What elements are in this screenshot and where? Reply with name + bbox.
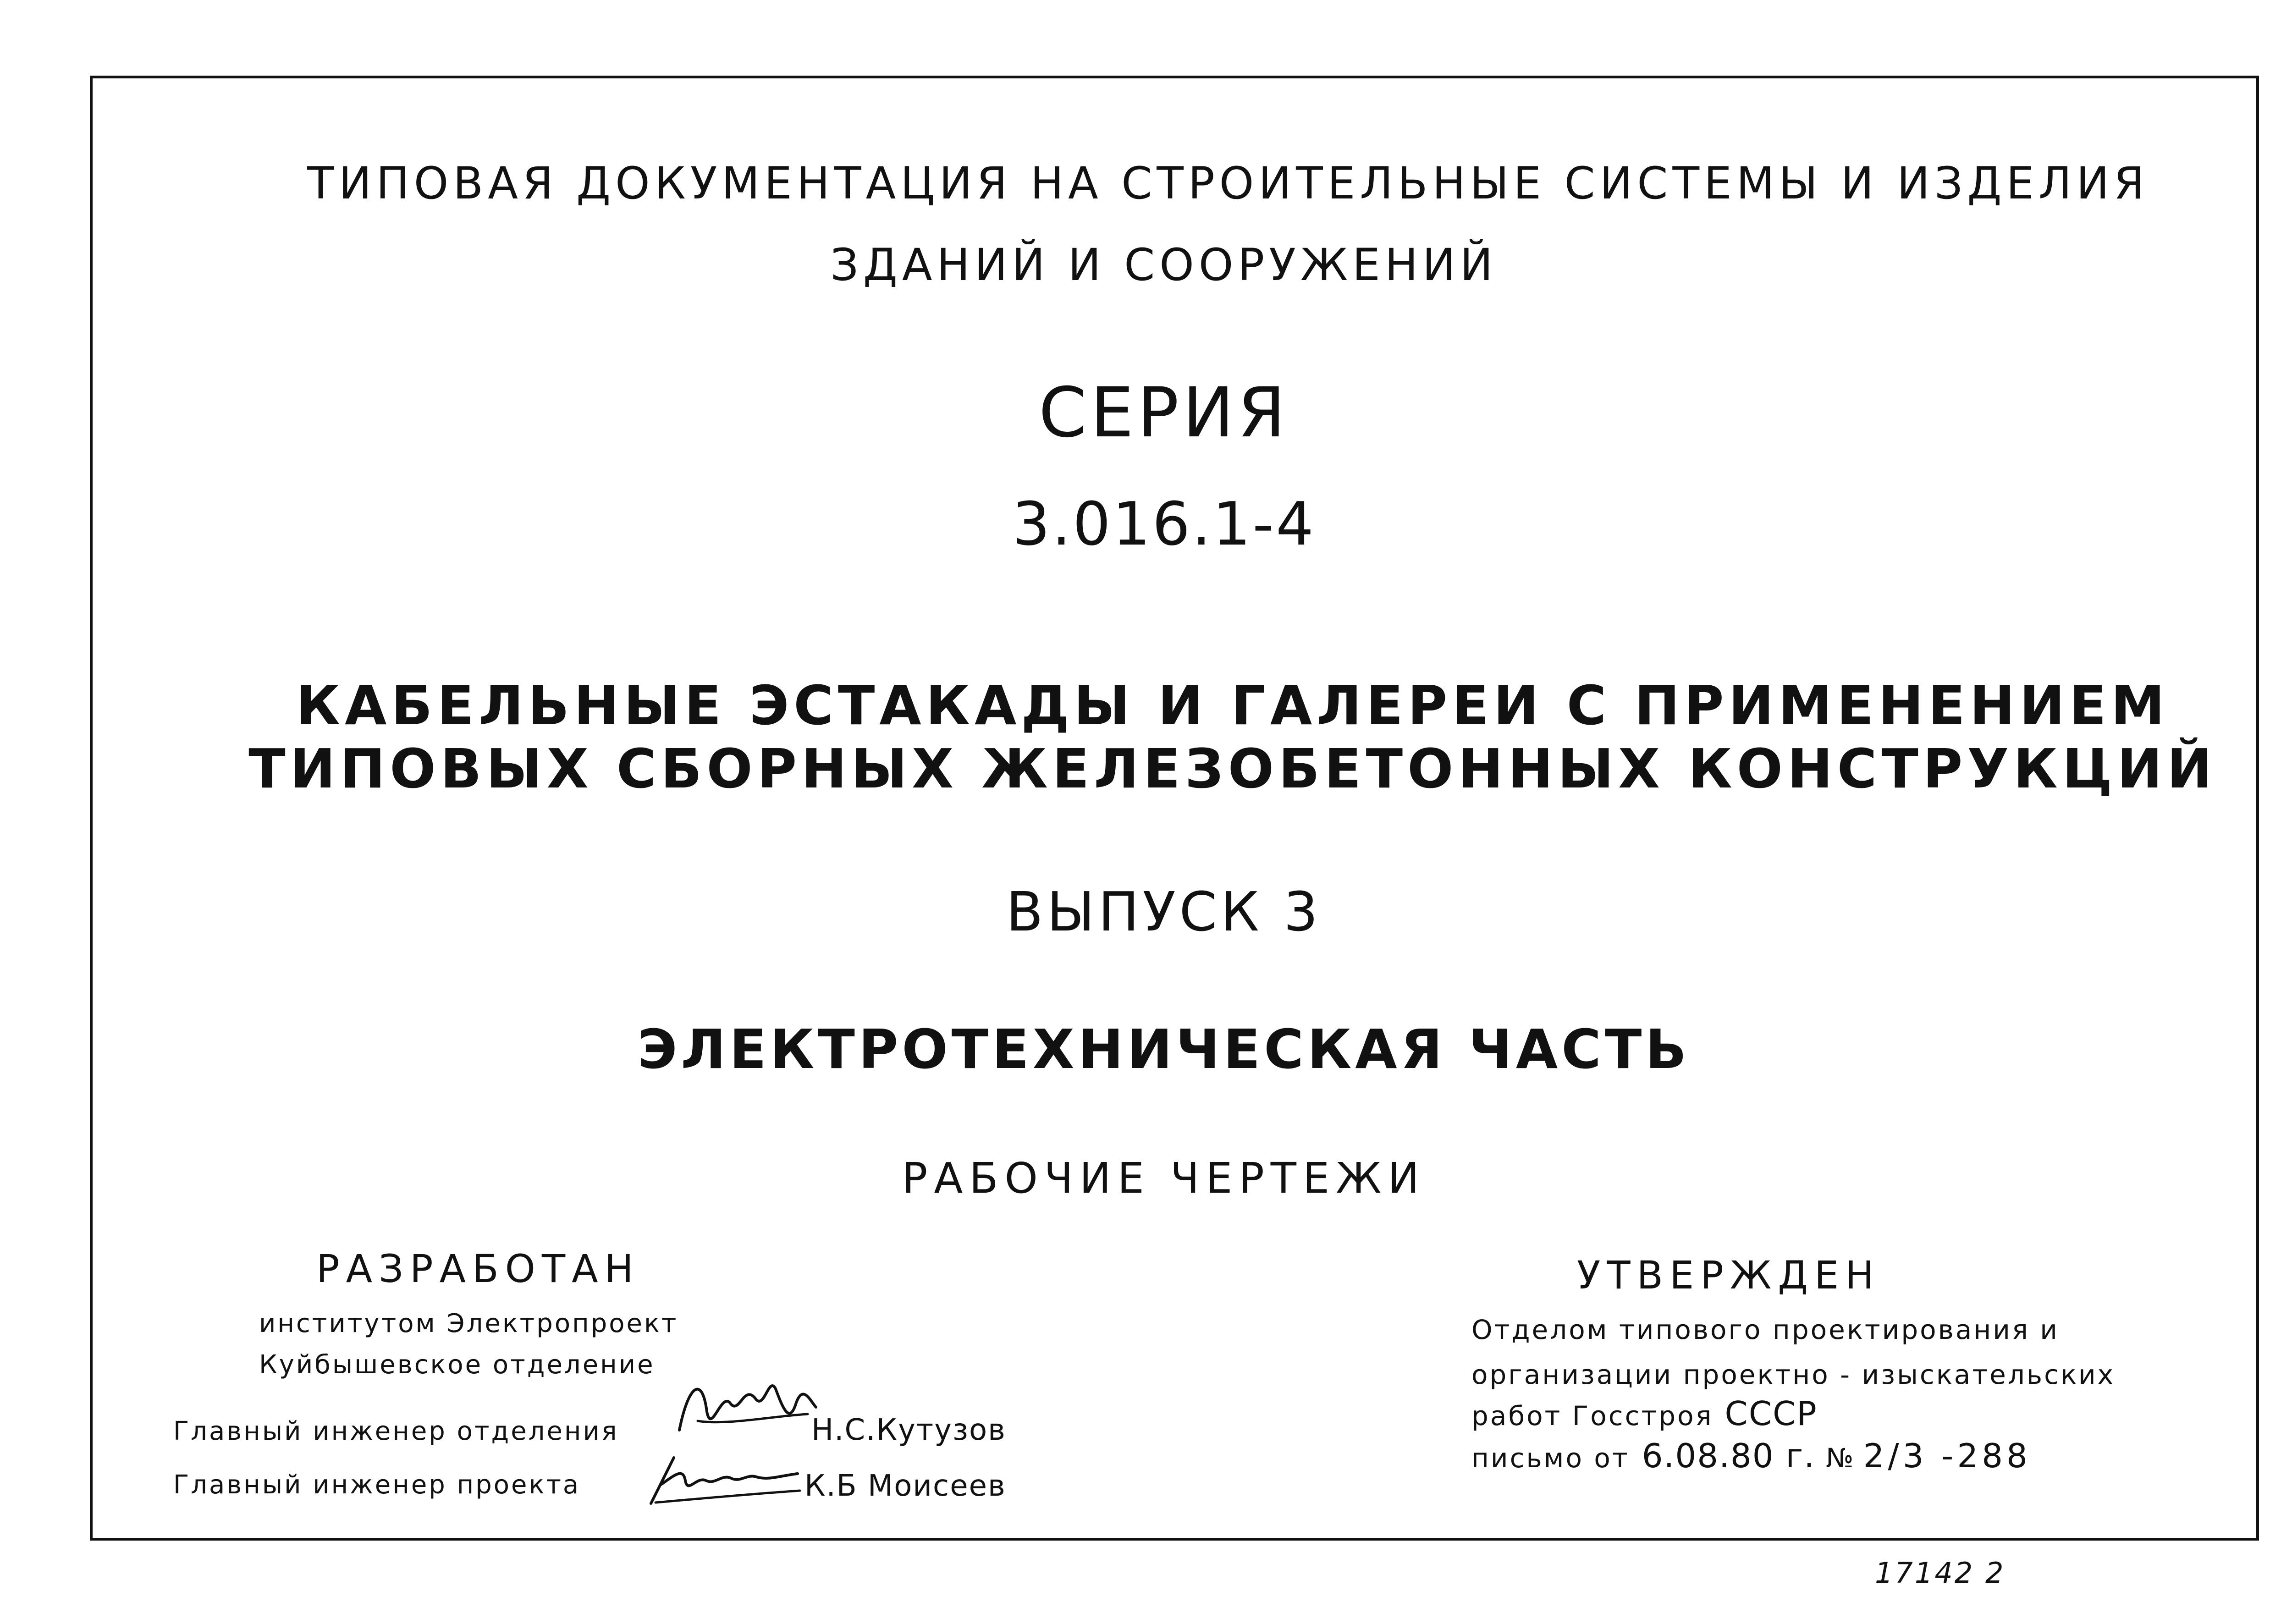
letter-date: 6.08.80 г. xyxy=(1642,1437,1816,1475)
header-line-2: ЗДАНИЙ И СООРУЖЕНИЙ xyxy=(830,239,1498,291)
chief-proj-title: Главный инженер проекта xyxy=(173,1470,581,1500)
header-line-1: ТИПОВАЯ ДОКУМЕНТАЦИЯ НА СТРОИТЕЛЬНЫЕ СИСТЕМЫ И ИЗДЕЛИЯ xyxy=(307,158,2149,209)
chief-proj-name: К.Б Моисеев xyxy=(804,1469,1006,1503)
series-label: СЕРИЯ xyxy=(1038,373,1289,453)
letter-number-sign: № xyxy=(1826,1442,1856,1474)
letter-number: 2/3 -288 xyxy=(1863,1437,2031,1475)
archive-stamp: 17142 2 xyxy=(1875,1556,2006,1590)
part-title: ЭЛЕКТРОТЕХНИЧЕСКАЯ ЧАСТЬ xyxy=(637,1018,1691,1081)
drawings-type: РАБОЧИЕ ЧЕРТЕЖИ xyxy=(902,1154,1426,1203)
series-code: 3.016.1-4 xyxy=(1012,489,1316,559)
signature-image xyxy=(642,1448,807,1513)
document-title-line-2: ТИПОВЫХ СБОРНЫХ ЖЕЛЕЗОБЕТОННЫХ КОНСТРУКЦИЙ xyxy=(248,737,2217,800)
approver-line-2: организации проектно - изыскательских xyxy=(1471,1359,2116,1390)
approved-heading: УТВЕРЖДЕН xyxy=(1577,1253,1881,1298)
signature-image xyxy=(670,1357,821,1448)
chief-dept-title: Главный инженер отделения xyxy=(173,1416,619,1446)
document-title-line-1: КАБЕЛЬНЫЕ ЭСТАКАДЫ И ГАЛЕРЕИ С ПРИМЕНЕНИЕМ xyxy=(296,674,2170,737)
approver-line-1: Отделом типового проектирования и xyxy=(1471,1314,2060,1345)
approver-line-4 xyxy=(1471,1437,2031,1475)
developer-org-line-1: институтом Электропроект xyxy=(259,1309,678,1338)
approver-line-3-words: работ Госстроя xyxy=(1471,1400,1713,1431)
developed-heading: РАЗРАБОТАН xyxy=(316,1246,640,1291)
issue-number: ВЫПУСК 3 xyxy=(1006,880,1322,943)
approver-line-3 xyxy=(1471,1394,1818,1433)
approver-org-name: СССР xyxy=(1725,1394,1818,1433)
letter-label: письмо от xyxy=(1471,1442,1630,1474)
chief-dept-name: Н.С.Кутузов xyxy=(811,1413,1006,1447)
developer-org-line-2: Куйбышевское отделение xyxy=(259,1350,655,1380)
